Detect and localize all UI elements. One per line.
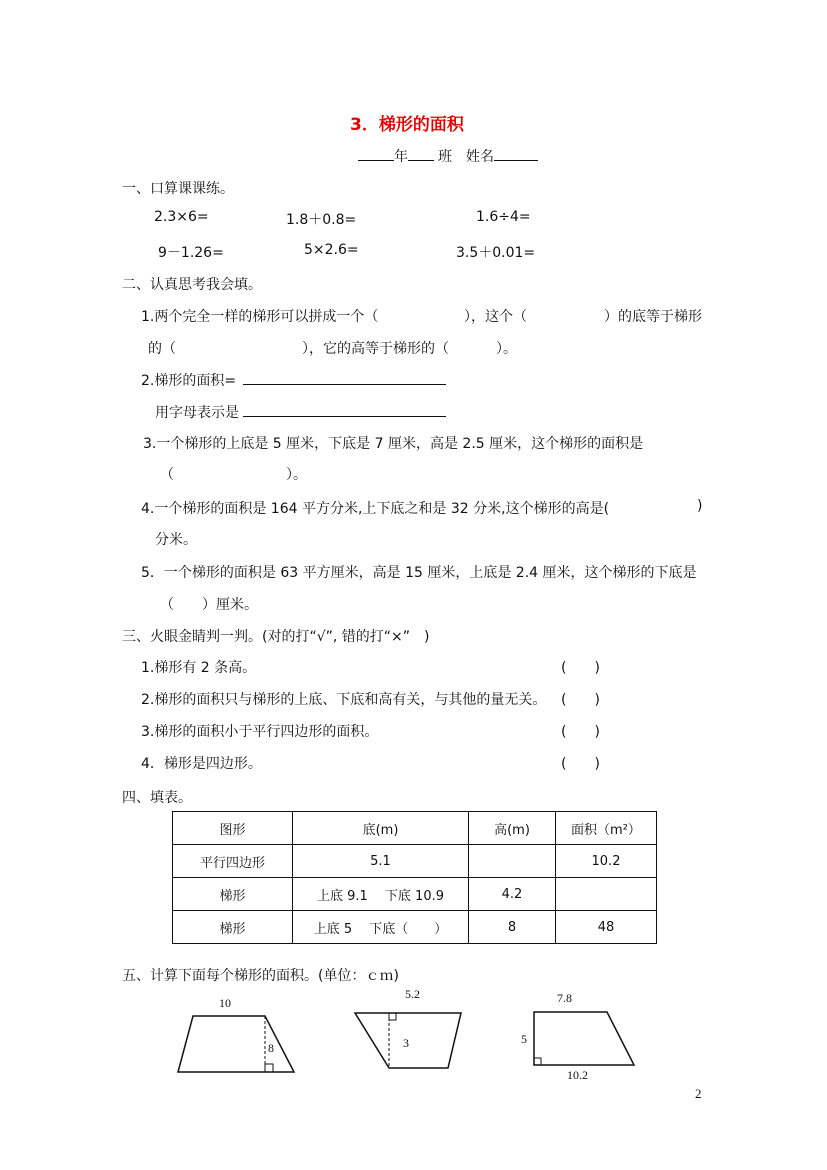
q5-text: 5．一个梯形的面积是 63 平方厘米，高是 15 厘米，上底是 2.4 厘米，这个梯形的下底是 [141,565,697,581]
page-number: 2 [695,1086,702,1101]
table-cell: 48 [556,911,657,944]
q1-part-b: ），这个（ [464,309,527,325]
q4-text: 4.一个梯形的面积是 164 平方分米,上下底之和是 32 分米,这个梯形的高是( [141,501,610,517]
trapezoid-3-shape [534,1012,634,1065]
q5-answer: （ ）厘米。 [160,597,258,613]
trapezoid-3-height-label: 5 [521,1032,527,1046]
q1-part-d: 的（ [148,341,176,357]
q1-part-a: 1.两个完全一样的梯形可以拼成一个（ [141,309,379,325]
q3-paren-open: （ [160,467,174,483]
trapezoid-3-top-label: 7.8 [557,991,572,1005]
section3-heading: 三、火眼金睛判一判。(对的打“√”, 错的打“×” ) [122,629,430,645]
judge-item: 1.梯形有 2 条高。 [141,660,257,676]
name-label: 姓名 [466,149,494,165]
class-label: 班 [438,149,452,165]
q3-text: 3.一个梯形的上底是 5 厘米，下底是 7 厘米，高是 2.5 厘米，这个梯形的面积是 [143,436,644,452]
section2-heading: 二、认真思考我会填。 [122,277,262,293]
oral-calc-item: 1.8＋0.8= [286,212,357,228]
table-cell: 8 [469,911,556,944]
table-header: 面积（m²） [556,812,657,845]
table-cell: 5.1 [293,845,469,878]
trapezoid-3-bottom-label: 10.2 [567,1068,588,1082]
trapezoid-1-shape [178,1016,294,1072]
judge-paren[interactable]: ( ) [561,756,600,772]
judge-item: 4．梯形是四边形。 [141,756,262,772]
page-title: 3．梯形的面积 [350,115,464,135]
section4-heading: 四、填表。 [122,790,192,806]
oral-calc-item: 3.5＋0.01= [456,245,536,261]
trapezoid-figure-2 [355,987,461,1068]
trapezoid-1-top-label: 10 [219,996,231,1010]
q1-part-f: ）。 [496,341,517,357]
right-angle-mark [534,1058,541,1065]
q3-paren-close: ）。 [286,467,307,483]
judge-item: 2.梯形的面积只与梯形的上底、下底和高有关，与其他的量无关。 [141,692,547,708]
q4-unit: 分米。 [155,532,197,548]
q2-formula-label: 2.梯形的面积= [141,373,237,389]
year-label: 年 [394,149,408,165]
table-cell: 上底 5 下底（ ） [293,911,469,944]
right-angle-mark [389,1013,396,1020]
right-angle-mark [265,1064,273,1072]
judge-paren[interactable]: ( ) [561,692,600,708]
table-header: 底(m) [293,812,469,845]
table-cell: 平行四边形 [173,845,293,878]
table-cell: 梯形 [173,878,293,911]
table-header: 高(m) [469,812,556,845]
judge-item: 3.梯形的面积小于平行四边形的面积。 [141,724,379,740]
trapezoid-figure-1 [178,996,294,1072]
table-cell: 上底 9.1 下底 10.9 [293,878,469,911]
judge-paren[interactable]: ( ) [561,724,600,740]
table-header: 图形 [173,812,293,845]
table-cell: 10.2 [556,845,657,878]
q2-letter-label: 用字母表示是 [155,405,239,421]
judge-paren[interactable]: ( ) [561,660,600,676]
table-cell: 梯形 [173,911,293,944]
oral-calc-item: 5×2.6= [304,242,359,258]
oral-calc-item: 1.6÷4= [476,209,531,225]
trapezoid-1-height-label: 8 [268,1041,274,1055]
section5-heading: 五、计算下面每个梯形的面积。(单位：ｃｍ) [122,968,399,984]
trapezoid-2-top-label: 5.2 [405,987,420,1001]
section1-heading: 一、口算课课练。 [122,181,234,197]
table-cell: 4.2 [469,878,556,911]
q4-paren-close: ) [697,498,703,514]
q1-part-e: ），它的高等于梯形的（ [302,341,449,357]
q1-part-c: ）的底等于梯形 [604,309,702,325]
oral-calc-item: 2.3×6= [154,209,209,225]
trapezoid-2-height-label: 3 [403,1036,409,1050]
oral-calc-item: 9－1.26= [158,245,224,261]
trapezoid-figure-3 [521,991,634,1082]
